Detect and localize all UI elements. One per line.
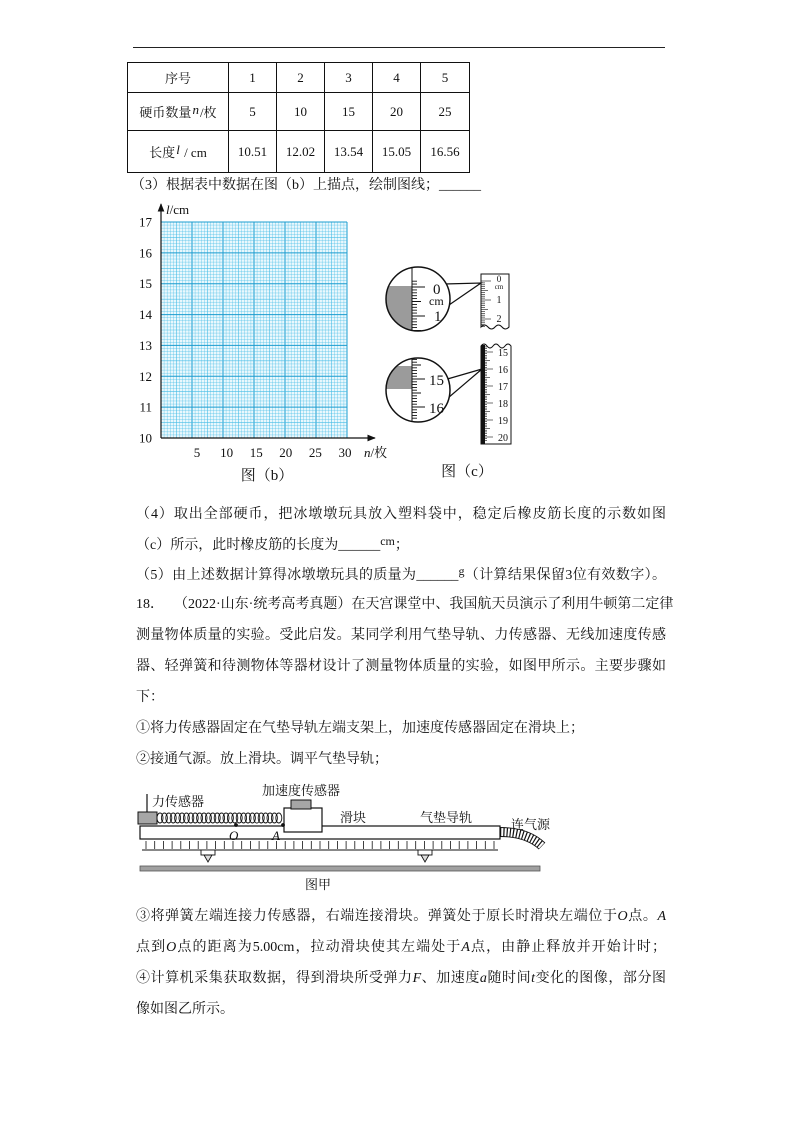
y-tick-label: 12 xyxy=(139,368,152,384)
x-tick-label: 5 xyxy=(193,445,201,460)
variable-f: F xyxy=(412,971,422,986)
data-table xyxy=(127,62,470,173)
row-label-text: 长度 xyxy=(149,145,176,160)
force-sensor xyxy=(138,812,157,824)
question-source: （2022·山东·统考高考真题） xyxy=(174,597,352,612)
point-o: O xyxy=(617,909,628,924)
point-o-label: O xyxy=(229,828,239,843)
variable-a: a xyxy=(479,971,487,986)
step-text: 变化的图像，部分图 xyxy=(535,971,667,986)
step-text: 点的距离为5.00cm，拉动滑块使其左端处于 xyxy=(176,940,462,955)
step-2: ②接通气源。放上滑块。调平气垫导轨； xyxy=(136,752,388,767)
ruler-label: 17 xyxy=(498,382,508,393)
point-a-marker xyxy=(281,823,285,827)
x-tick-label: 20 xyxy=(279,445,293,460)
magnifier-label: 0 xyxy=(433,282,441,298)
x-tick-label: 15 xyxy=(249,445,263,460)
table-cell: 12.02 xyxy=(277,131,325,173)
x-axis-variable: n xyxy=(364,445,371,460)
force-sensor-label: 力传感器 xyxy=(152,794,205,809)
table-header-cell: 2 xyxy=(277,63,325,93)
point-o: O xyxy=(166,940,177,955)
table-base xyxy=(140,866,540,871)
ruler-label: 16 xyxy=(498,365,508,376)
track-support xyxy=(201,850,215,855)
top-rule xyxy=(133,47,665,48)
point-o-marker xyxy=(234,823,238,827)
figure-c xyxy=(383,262,523,482)
ruler-label: cm xyxy=(494,283,504,291)
table-cell: 13.54 xyxy=(325,131,373,173)
track-support xyxy=(418,850,432,855)
slider xyxy=(284,808,322,832)
step-4-line-1 xyxy=(136,969,666,989)
step-1: ①将力传感器固定在气垫导轨左端支架上，加速度传感器固定在滑块上； xyxy=(136,721,584,736)
point-a: A xyxy=(657,909,667,924)
step-text: 点。 xyxy=(627,909,658,924)
table-header-cell: 3 xyxy=(325,63,373,93)
figure-jia xyxy=(132,780,562,895)
magnifier-label: 15 xyxy=(429,373,444,389)
x-tick-label: 25 xyxy=(308,445,322,460)
y-tick-label: 11 xyxy=(139,399,152,415)
y-tick-label: 15 xyxy=(139,276,152,292)
q5-note: （计算结果保留3位有效数字）。 xyxy=(464,568,667,583)
row-label-variable: l xyxy=(176,142,180,157)
table-header-cell: 序号 xyxy=(128,63,229,93)
magnifier-label: 1 xyxy=(434,309,442,325)
table-header-row xyxy=(128,63,470,93)
x-axis-unit: /枚 xyxy=(370,445,388,460)
y-axis-label xyxy=(166,202,189,217)
ruler-label: 15 xyxy=(498,348,508,359)
point-a-label: A xyxy=(272,828,280,843)
slider-label: 滑块 xyxy=(340,810,367,825)
ruler-label: 0 xyxy=(496,274,502,284)
spring xyxy=(157,813,282,823)
row-label-unit: /枚 xyxy=(199,105,217,120)
y-tick-labels xyxy=(139,215,153,446)
figure-caption: 图（c） xyxy=(441,464,493,480)
step-3-line-2 xyxy=(136,938,666,958)
table-cell: 20 xyxy=(373,93,421,131)
table-cell: 16.56 xyxy=(421,131,470,173)
row-label-unit: / cm xyxy=(180,145,207,160)
step-text: ④计算机采集获取数据，得到滑块所受弹力 xyxy=(136,971,413,986)
step-3-line-1 xyxy=(136,907,666,927)
table-cell: 15.05 xyxy=(373,131,421,173)
y-tick-label: 16 xyxy=(139,245,152,261)
y-axis-variable: l xyxy=(166,202,170,217)
table-row-coins xyxy=(128,93,470,131)
q4-unit: cm xyxy=(380,534,395,548)
question-4-line-2 xyxy=(136,535,409,556)
step-text: 点到 xyxy=(136,940,167,955)
table-cell: 15 xyxy=(325,93,373,131)
table-row-label xyxy=(128,131,229,173)
table-cell: 5 xyxy=(229,93,277,131)
question-3: （3）根据表中数据在图（b）上描点，绘制图线；______ xyxy=(131,178,481,193)
ruler-label: 2 xyxy=(496,314,502,325)
table-cell: 10.51 xyxy=(229,131,277,173)
table-header-cell: 4 xyxy=(373,63,421,93)
figure-caption: 图甲 xyxy=(304,877,332,892)
q4-text: （c）所示，此时橡皮筋的长度为______ xyxy=(136,538,381,553)
point-a: A xyxy=(461,940,470,955)
accel-sensor xyxy=(291,800,311,809)
magnifier-label: 16 xyxy=(429,401,444,417)
ruler-label: 19 xyxy=(498,416,508,427)
q4-end: ； xyxy=(394,538,409,553)
question-text: 在天宫课堂中、我国航天员演示了利用牛顿第二定律 xyxy=(351,597,674,612)
step-text: 点，由静止释放并开始计时； xyxy=(469,940,667,955)
q5-unit: g xyxy=(458,564,465,578)
table-row-label xyxy=(128,93,229,131)
y-tick-label: 13 xyxy=(139,337,152,353)
question-18-line-1 xyxy=(136,595,674,615)
track-support-foot xyxy=(204,855,212,862)
ruler-label: 18 xyxy=(498,399,508,410)
x-tick-label: 30 xyxy=(338,445,352,460)
row-label-variable: n xyxy=(192,102,199,117)
x-tick-labels xyxy=(194,445,352,460)
row-label-text: 硬币数量 xyxy=(139,105,192,120)
question-18-line-3: 器、轻弹簧和待测物体等器材设计了测量物体质量的实验，如图甲所示。主要步骤如 xyxy=(136,659,666,674)
question-18-line-2: 测量物体质量的实验。受此启发。某同学利用气垫导轨、力传感器、无线加速度传感 xyxy=(136,628,666,643)
y-tick-label: 14 xyxy=(139,307,152,323)
question-5 xyxy=(136,565,666,586)
step-text: 随时间 xyxy=(486,971,532,986)
track-support-foot xyxy=(421,855,429,862)
table-header-cell: 5 xyxy=(421,63,470,93)
table-cell: 25 xyxy=(421,93,470,131)
y-tick-label: 10 xyxy=(139,430,152,446)
graph-b xyxy=(128,198,390,488)
table-cell: 10 xyxy=(277,93,325,131)
air-source-label: 连气源 xyxy=(511,817,551,832)
y-tick-label: 17 xyxy=(139,214,152,230)
ruler-label: 1 xyxy=(496,295,502,306)
step-text: 、加速度 xyxy=(421,971,480,986)
question-4-line-1: （4）取出全部硬币，把冰墩墩玩具放入塑料袋中，稳定后橡皮筋长度的示数如图 xyxy=(136,507,666,522)
track-scale-ticks xyxy=(146,841,494,849)
step-text: ③将弹簧左端连接力传感器，右端连接滑块。弹簧处于原长时滑块左端位于 xyxy=(136,909,618,924)
x-tick-label: 10 xyxy=(220,445,234,460)
table-header-cell: 1 xyxy=(229,63,277,93)
grid-lines xyxy=(161,222,347,438)
air-track-label: 气垫导轨 xyxy=(420,810,473,825)
accel-sensor-label: 加速度传感器 xyxy=(262,783,341,798)
q5-text: （5）由上述数据计算得冰墩墩玩具的质量为______ xyxy=(136,568,459,583)
pointer-band xyxy=(383,366,412,389)
y-axis-unit: /cm xyxy=(169,202,190,217)
magnifier-label: cm xyxy=(429,294,444,308)
question-18-line-4: 下： xyxy=(136,690,164,705)
question-number: 18． xyxy=(136,597,164,612)
step-4-line-2: 像如图乙所示。 xyxy=(136,1002,234,1017)
figure-caption: 图（b） xyxy=(240,468,294,484)
table-row-length xyxy=(128,131,470,173)
variable-t: t xyxy=(531,971,536,986)
ruler-label: 20 xyxy=(498,433,508,444)
